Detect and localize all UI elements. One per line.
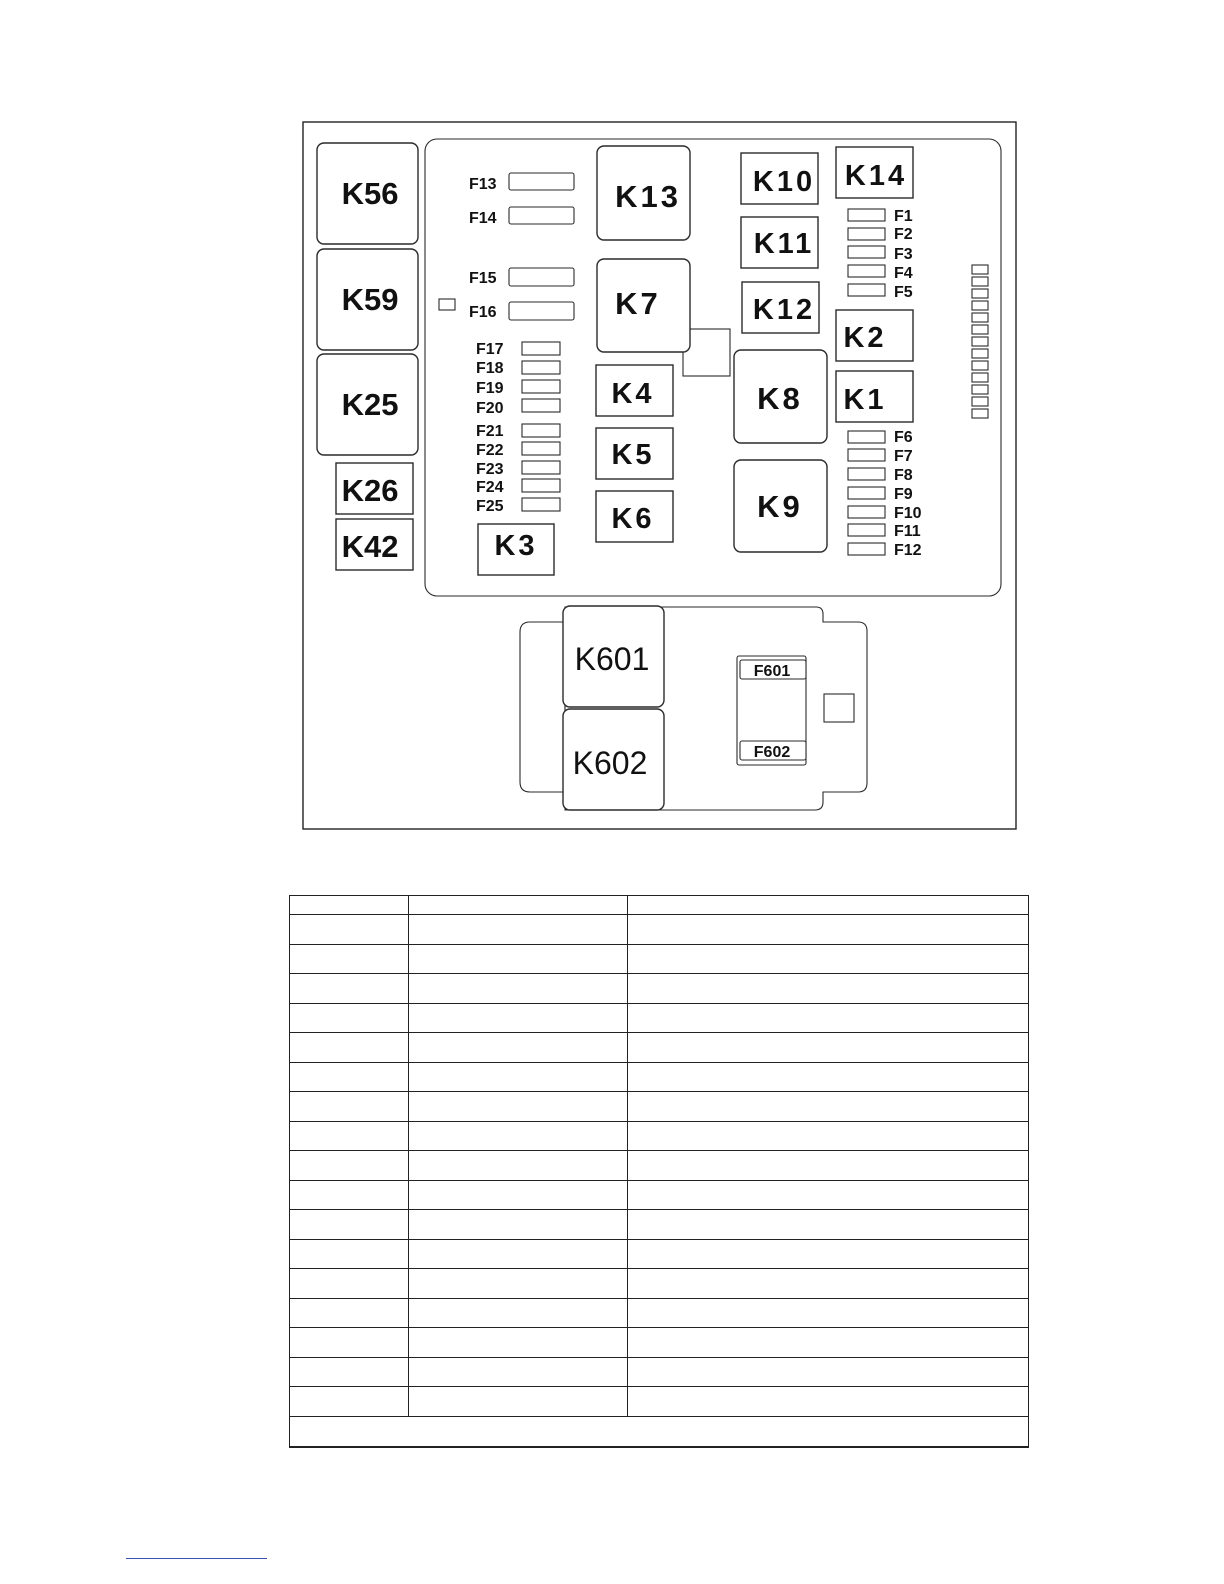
table-cell <box>628 1387 1029 1417</box>
fuse-f12-label: F12 <box>894 542 922 559</box>
table-cell <box>409 1210 628 1240</box>
table-cell <box>628 1357 1029 1387</box>
relay-k4-label: K4 <box>611 378 655 410</box>
table-cell <box>628 1151 1029 1181</box>
relay-k25-label: K25 <box>341 387 399 422</box>
relay-k11 <box>741 217 818 268</box>
table-header-row <box>290 896 1029 915</box>
fuse-f1-label: F1 <box>894 208 913 225</box>
table-cell <box>409 1151 628 1181</box>
table-cell <box>409 1092 628 1122</box>
fuse-f13-label: F13 <box>469 176 497 193</box>
table-cell <box>409 896 628 915</box>
table-cell <box>628 1298 1029 1328</box>
relay-k6-label: K6 <box>611 503 655 535</box>
table-row <box>290 1121 1029 1151</box>
table-cell <box>628 1239 1029 1269</box>
table-row <box>290 1210 1029 1240</box>
table-row <box>290 1092 1029 1122</box>
relay-k3-label: K3 <box>494 530 538 562</box>
fuse-f17-label: F17 <box>476 341 504 358</box>
table-row <box>290 1033 1029 1063</box>
table-cell <box>409 944 628 974</box>
fuse-f22-label: F22 <box>476 442 504 459</box>
table-cell <box>290 1062 409 1092</box>
table-cell <box>409 1121 628 1151</box>
table-cell <box>409 1239 628 1269</box>
fuse-f16-label: F16 <box>469 304 497 321</box>
table-cell <box>290 896 409 915</box>
table-cell <box>290 944 409 974</box>
table-cell <box>409 1180 628 1210</box>
fuse-f18-label: F18 <box>476 360 504 377</box>
table-cell <box>409 915 628 945</box>
fuse-f5-label: F5 <box>894 284 913 301</box>
relay-k7 <box>597 259 690 352</box>
fuse-f602-label: F602 <box>753 744 791 761</box>
table-cell <box>290 1387 409 1417</box>
table-cell <box>628 896 1029 915</box>
relay-k9 <box>734 460 827 552</box>
fuse-f24-label: F24 <box>476 479 504 496</box>
table-cell <box>409 974 628 1004</box>
relay-k13 <box>597 146 690 240</box>
fuse-f14-label: F14 <box>469 210 497 227</box>
table-cell <box>628 1328 1029 1358</box>
relay-k26-label: K26 <box>341 473 399 508</box>
relay-k13-label: K13 <box>615 179 681 214</box>
table-cell <box>290 1121 409 1151</box>
fuse-f3-label: F3 <box>894 246 913 263</box>
relay-k9-label: K9 <box>757 489 803 524</box>
table-cell <box>409 1387 628 1417</box>
table-row <box>290 1269 1029 1299</box>
table-cell <box>628 1180 1029 1210</box>
table-cell <box>290 1298 409 1328</box>
table-cell <box>290 1357 409 1387</box>
relay-k602-label: K602 <box>572 745 648 781</box>
relay-k25 <box>317 354 418 455</box>
sub-box-square <box>824 694 854 722</box>
fuse-f15-label: F15 <box>469 270 497 287</box>
table-cell <box>409 1033 628 1063</box>
fuse-f21-label: F21 <box>476 423 504 440</box>
table-footer-cell <box>290 1416 1029 1447</box>
fuse-f10-label: F10 <box>894 505 922 522</box>
table-cell <box>290 1092 409 1122</box>
footer-link-underline <box>126 1558 267 1559</box>
fuse-f601-label: F601 <box>753 663 791 680</box>
relay-k602 <box>563 709 664 810</box>
table-row <box>290 944 1029 974</box>
table-row <box>290 1239 1029 1269</box>
relay-k12 <box>742 282 819 333</box>
relay-k601 <box>563 606 664 707</box>
relay-k14 <box>836 147 913 198</box>
table-cell <box>409 1328 628 1358</box>
fuse-f2 <box>848 226 913 243</box>
table-cell <box>628 1269 1029 1299</box>
fuse-f16 <box>469 302 574 321</box>
relay-k8-label: K8 <box>757 381 803 416</box>
table-cell <box>409 1062 628 1092</box>
relay-k56 <box>317 143 418 244</box>
relay-k11-label: K11 <box>753 228 815 260</box>
table-row <box>290 915 1029 945</box>
table-cell <box>628 1092 1029 1122</box>
table-row <box>290 1328 1029 1358</box>
fuse-f6-label: F6 <box>894 429 913 446</box>
relay-k2-label: K2 <box>843 322 887 354</box>
relay-k1-label: K1 <box>843 384 887 416</box>
relay-k4 <box>596 365 673 416</box>
table-cell <box>290 1328 409 1358</box>
relay-k7-label: K7 <box>615 286 661 321</box>
relay-k10 <box>741 153 818 204</box>
fuse-f15 <box>469 268 574 287</box>
table-row <box>290 1180 1029 1210</box>
relay-k26 <box>336 463 413 514</box>
table-row <box>290 1003 1029 1033</box>
table-cell <box>290 1151 409 1181</box>
fuse-legend-table <box>289 895 1029 1448</box>
table-cell <box>290 1269 409 1299</box>
table-cell <box>290 1210 409 1240</box>
relay-k5-label: K5 <box>611 439 655 471</box>
relay-k5 <box>596 428 673 479</box>
table-cell <box>409 1298 628 1328</box>
relay-k10-label: K10 <box>752 166 816 198</box>
table-cell <box>409 1003 628 1033</box>
relay-k12-label: K12 <box>752 294 816 326</box>
table-cell <box>628 944 1029 974</box>
small-marker <box>439 299 455 310</box>
table-cell <box>290 1180 409 1210</box>
table-cell <box>628 1121 1029 1151</box>
table-row <box>290 974 1029 1004</box>
table-cell <box>628 1210 1029 1240</box>
table-cell <box>290 915 409 945</box>
table-cell <box>290 974 409 1004</box>
table-cell <box>290 1003 409 1033</box>
table-cell <box>290 1239 409 1269</box>
fuse-f13 <box>469 173 574 193</box>
relay-k42 <box>336 519 413 570</box>
relay-k1 <box>836 371 913 422</box>
relay-k14-label: K14 <box>844 160 908 192</box>
table-row <box>290 1298 1029 1328</box>
relay-k59 <box>317 249 418 350</box>
relay-k3 <box>478 524 554 575</box>
table-row <box>290 1387 1029 1417</box>
table-cell <box>628 974 1029 1004</box>
table-row <box>290 1357 1029 1387</box>
fuse-f8-label: F8 <box>894 467 913 484</box>
fuse-f6 <box>848 429 913 446</box>
fuse-holder-f601-f602 <box>737 656 806 765</box>
fuse-f7-label: F7 <box>894 448 913 465</box>
table-cell <box>628 1033 1029 1063</box>
table-cell <box>290 1033 409 1063</box>
fuse-f25-label: F25 <box>476 498 504 515</box>
table-cell <box>409 1357 628 1387</box>
relay-k601-label: K601 <box>574 641 650 677</box>
relay-k8 <box>734 350 827 443</box>
relay-k59-label: K59 <box>341 282 399 317</box>
table-cell <box>409 1269 628 1299</box>
fuse-f20-label: F20 <box>476 400 504 417</box>
fuse-f19-label: F19 <box>476 380 504 397</box>
relay-k6 <box>596 491 673 542</box>
fuse-f9-label: F9 <box>894 486 913 503</box>
relay-k42-label: K42 <box>341 529 399 564</box>
table-footer-row <box>290 1416 1029 1447</box>
fuse-f2-label: F2 <box>894 226 913 243</box>
table-row <box>290 1151 1029 1181</box>
table-row <box>290 1062 1029 1092</box>
fuse-f14 <box>469 207 574 227</box>
table-cell <box>628 1003 1029 1033</box>
fuse-f4-label: F4 <box>894 265 913 282</box>
relay-k56-label: K56 <box>341 176 399 211</box>
relay-k2 <box>836 310 913 361</box>
table-cell <box>628 915 1029 945</box>
fuse-f11-label: F11 <box>894 523 921 540</box>
table-cell <box>628 1062 1029 1092</box>
fuse-f23-label: F23 <box>476 461 504 478</box>
